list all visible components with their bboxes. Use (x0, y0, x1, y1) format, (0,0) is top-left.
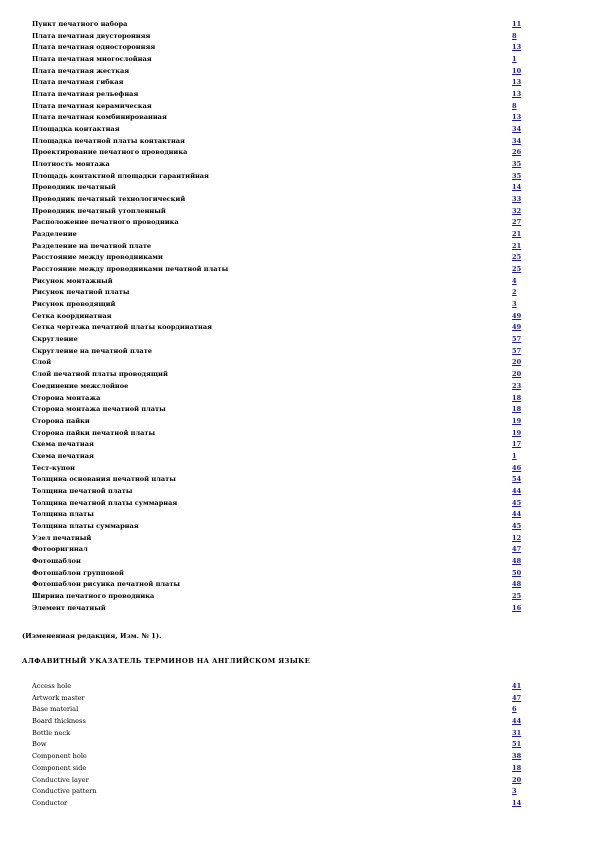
index-term: Component hole (32, 752, 87, 761)
index-row (32, 775, 522, 787)
index-term: Соединение межслойное (32, 381, 129, 390)
index-term: Тест-купон (32, 463, 75, 472)
index-row (32, 136, 522, 148)
index-row (32, 393, 522, 405)
index-page-link[interactable]: 8 (512, 31, 517, 40)
index-page-link[interactable]: 12 (512, 533, 522, 542)
english-index-heading: АЛФАВИТНЫЙ УКАЗАТЕЛЬ ТЕРМИНОВ НА АНГЛИЙСКОМ ЯЗЫКЕ (22, 657, 311, 665)
index-page-link[interactable]: 18 (512, 405, 522, 414)
index-page-link[interactable]: 44 (512, 510, 522, 519)
index-page-link[interactable]: 6 (512, 705, 517, 714)
index-term: Слой печатной платы проводящий (32, 370, 168, 379)
index-page-link[interactable]: 21 (512, 241, 522, 250)
index-page-link[interactable]: 18 (512, 393, 522, 402)
index-term: Толщина печатной платы суммарная (32, 498, 178, 507)
index-page-link[interactable]: 10 (512, 66, 522, 75)
index-page-link[interactable]: 35 (512, 171, 522, 180)
index-row (32, 77, 522, 89)
index-row (32, 89, 522, 101)
index-term: Ширина печатного проводника (32, 591, 155, 600)
index-page-link[interactable]: 21 (512, 230, 522, 239)
index-row (32, 112, 522, 124)
index-page-link[interactable]: 47 (512, 693, 522, 702)
index-row (32, 357, 522, 369)
index-term: Base material (32, 705, 79, 714)
index-row (32, 276, 522, 288)
index-page-link[interactable]: 38 (512, 752, 522, 761)
index-row (32, 798, 522, 810)
index-term: Плата печатная керамическая (32, 101, 152, 110)
index-term: Площадь контактной площадки гарантийная (32, 171, 209, 180)
index-row (32, 322, 522, 334)
index-row (32, 252, 522, 264)
index-term: Расстояние между проводниками (32, 253, 163, 262)
index-page-link[interactable]: 13 (512, 78, 522, 87)
index-page-link[interactable]: 57 (512, 346, 522, 355)
amendment-note: (Измененная редакция, Изм. № 1). (22, 632, 162, 640)
index-row (32, 19, 522, 31)
index-term: Bow (32, 740, 47, 749)
index-term: Проектирование печатного проводника (32, 148, 188, 157)
index-page-link[interactable]: 26 (512, 148, 522, 157)
index-page-link[interactable]: 17 (512, 440, 522, 449)
index-page-link[interactable]: 4 (512, 276, 517, 285)
index-row (32, 241, 522, 253)
index-term: Разделение (32, 230, 77, 239)
index-page-link[interactable]: 25 (512, 265, 522, 274)
index-page-link[interactable]: 20 (512, 370, 522, 379)
index-row (32, 416, 522, 428)
index-page-link[interactable]: 3 (512, 300, 517, 309)
index-page-link[interactable]: 49 (512, 323, 522, 332)
index-page-link[interactable]: 50 (512, 568, 522, 577)
index-term: Толщина платы суммарная (32, 521, 139, 530)
index-term: Плата печатная гибкая (32, 78, 124, 87)
index-row (32, 346, 522, 358)
index-page-link[interactable]: 11 (512, 20, 522, 28)
russian-term-index (32, 19, 522, 614)
index-term: Фотооригинал (32, 545, 88, 554)
index-row (32, 171, 522, 183)
index-row (32, 311, 522, 323)
index-page-link[interactable]: 51 (512, 740, 522, 749)
index-term: Толщина основания печатной платы (32, 475, 176, 484)
index-term: Плата печатная комбинированная (32, 113, 167, 122)
index-page-link[interactable]: 16 (512, 603, 522, 612)
index-row (32, 521, 522, 533)
index-term: Фотошаблон (32, 556, 81, 565)
index-term: Conductive layer (32, 775, 89, 784)
index-term: Component side (32, 763, 87, 772)
index-row (32, 704, 522, 716)
index-page-link[interactable]: 13 (512, 90, 522, 99)
index-page-link[interactable]: 32 (512, 206, 522, 215)
index-term: Пункт печатного набора (32, 20, 128, 28)
index-page-link[interactable]: 44 (512, 486, 522, 495)
index-page-link[interactable]: 14 (512, 183, 522, 192)
index-row (32, 287, 522, 299)
index-page-link[interactable]: 8 (512, 101, 517, 110)
index-term: Conductor (32, 798, 68, 807)
index-row (32, 786, 522, 798)
index-term: Фотошаблон групповой (32, 568, 124, 577)
index-term: Сторона монтажа (32, 393, 101, 402)
index-term: Схема печатная (32, 440, 94, 449)
index-term: Проводник печатный (32, 183, 116, 192)
index-term: Плата печатная многослойная (32, 55, 152, 64)
index-row (32, 681, 522, 693)
index-term: Рисунок печатной платы (32, 288, 130, 297)
index-row (32, 739, 522, 751)
index-page-link[interactable]: 23 (512, 381, 522, 390)
index-row (32, 54, 522, 66)
index-term: Сторона монтажа печатной платы (32, 405, 166, 414)
index-page-link[interactable]: 13 (512, 113, 522, 122)
index-term: Площадка печатной платы контактная (32, 136, 185, 145)
index-term: Board thickness (32, 717, 86, 726)
index-term: Проводник печатный технологический (32, 195, 186, 204)
index-page-link[interactable]: 57 (512, 335, 522, 344)
index-row (32, 486, 522, 498)
index-term: Access hole (32, 682, 72, 690)
index-term: Площадка контактная (32, 125, 120, 134)
index-term: Фотошаблон рисунка печатной платы (32, 580, 181, 589)
index-page-link[interactable]: 54 (512, 475, 522, 484)
index-term: Элемент печатный (32, 603, 106, 612)
index-term: Плата печатная рельефная (32, 90, 139, 99)
index-page-link[interactable]: 25 (512, 591, 522, 600)
index-row (32, 101, 522, 113)
index-row (32, 124, 522, 136)
index-term: Скругление (32, 335, 78, 344)
index-row (32, 544, 522, 556)
index-term: Проводник печатный утопленный (32, 206, 166, 215)
index-term: Толщина печатной платы (32, 486, 133, 495)
index-page-link[interactable]: 47 (512, 545, 522, 554)
index-row (32, 716, 522, 728)
index-term: Скругление на печатной плате (32, 346, 152, 355)
index-row (32, 579, 522, 591)
index-page-link[interactable]: 46 (512, 463, 522, 472)
english-term-index (32, 681, 522, 810)
index-row (32, 693, 522, 705)
index-term: Плата печатная двусторонняя (32, 31, 151, 40)
index-page-link[interactable]: 41 (512, 682, 522, 690)
index-row (32, 533, 522, 545)
index-page-link[interactable]: 34 (512, 125, 522, 134)
index-row (32, 381, 522, 393)
index-row (32, 42, 522, 54)
index-row (32, 428, 522, 440)
index-term: Толщина платы (32, 510, 94, 519)
index-term: Сторона пайки печатной платы (32, 428, 156, 437)
index-term: Узел печатный (32, 533, 92, 542)
index-row (32, 182, 522, 194)
index-page-link[interactable]: 48 (512, 580, 522, 589)
index-page-link[interactable]: 35 (512, 160, 522, 169)
index-page-link[interactable]: 48 (512, 556, 522, 565)
index-page-link[interactable]: 2 (512, 288, 517, 297)
index-term: Artwork master (32, 693, 85, 702)
index-term: Расстояние между проводниками печатной платы (32, 265, 229, 274)
index-term: Плата печатная жесткая (32, 66, 130, 75)
index-page-link[interactable]: 1 (512, 451, 517, 460)
index-page-link[interactable]: 19 (512, 416, 522, 425)
index-term: Сетка чертежа печатной платы координатная (32, 323, 212, 332)
index-term: Рисунок монтажный (32, 276, 113, 285)
index-term: Рисунок проводящий (32, 300, 116, 309)
index-row (32, 463, 522, 475)
index-page-link[interactable]: 1 (512, 55, 517, 64)
index-row (32, 603, 522, 615)
index-page-link[interactable]: 33 (512, 195, 522, 204)
index-row (32, 159, 522, 171)
index-term: Схема печатная (32, 451, 94, 460)
index-page-link[interactable]: 18 (512, 763, 522, 772)
index-page-link[interactable]: 45 (512, 521, 522, 530)
index-page-link[interactable]: 20 (512, 775, 522, 784)
index-row (32, 299, 522, 311)
index-row (32, 509, 522, 521)
index-row (32, 217, 522, 229)
index-term: Слой (32, 358, 52, 367)
index-term: Сторона пайки (32, 416, 90, 425)
index-row (32, 728, 522, 740)
index-row (32, 474, 522, 486)
index-page-link[interactable]: 49 (512, 311, 522, 320)
index-term: Разделение на печатной плате (32, 241, 152, 250)
index-page-link[interactable]: 25 (512, 253, 522, 262)
index-page-link[interactable]: 3 (512, 787, 517, 796)
index-row (32, 206, 522, 218)
index-row (32, 568, 522, 580)
index-row (32, 498, 522, 510)
index-term: Сетка координатная (32, 311, 112, 320)
index-page-link[interactable]: 19 (512, 428, 522, 437)
index-term: Conductive pattern (32, 787, 97, 796)
index-row (32, 439, 522, 451)
index-row (32, 334, 522, 346)
index-row (32, 369, 522, 381)
index-row (32, 556, 522, 568)
index-row (32, 147, 522, 159)
index-row (32, 229, 522, 241)
index-row (32, 264, 522, 276)
index-page-link[interactable]: 27 (512, 218, 522, 227)
index-term: Bottle neck (32, 728, 71, 737)
index-row (32, 763, 522, 775)
index-page-link[interactable]: 45 (512, 498, 522, 507)
index-row (32, 404, 522, 416)
index-page-link[interactable]: 20 (512, 358, 522, 367)
index-page-link[interactable]: 44 (512, 717, 522, 726)
index-row (32, 66, 522, 78)
index-term: Плотность монтажа (32, 160, 110, 169)
index-row (32, 451, 522, 463)
index-row (32, 31, 522, 43)
index-page-link[interactable]: 34 (512, 136, 522, 145)
index-row (32, 194, 522, 206)
index-term: Плата печатная односторонняя (32, 43, 156, 52)
index-term: Расположение печатного проводника (32, 218, 179, 227)
index-page-link[interactable]: 14 (512, 798, 522, 807)
index-row (32, 751, 522, 763)
index-page-link[interactable]: 13 (512, 43, 522, 52)
index-row (32, 591, 522, 603)
index-page-link[interactable]: 31 (512, 728, 522, 737)
